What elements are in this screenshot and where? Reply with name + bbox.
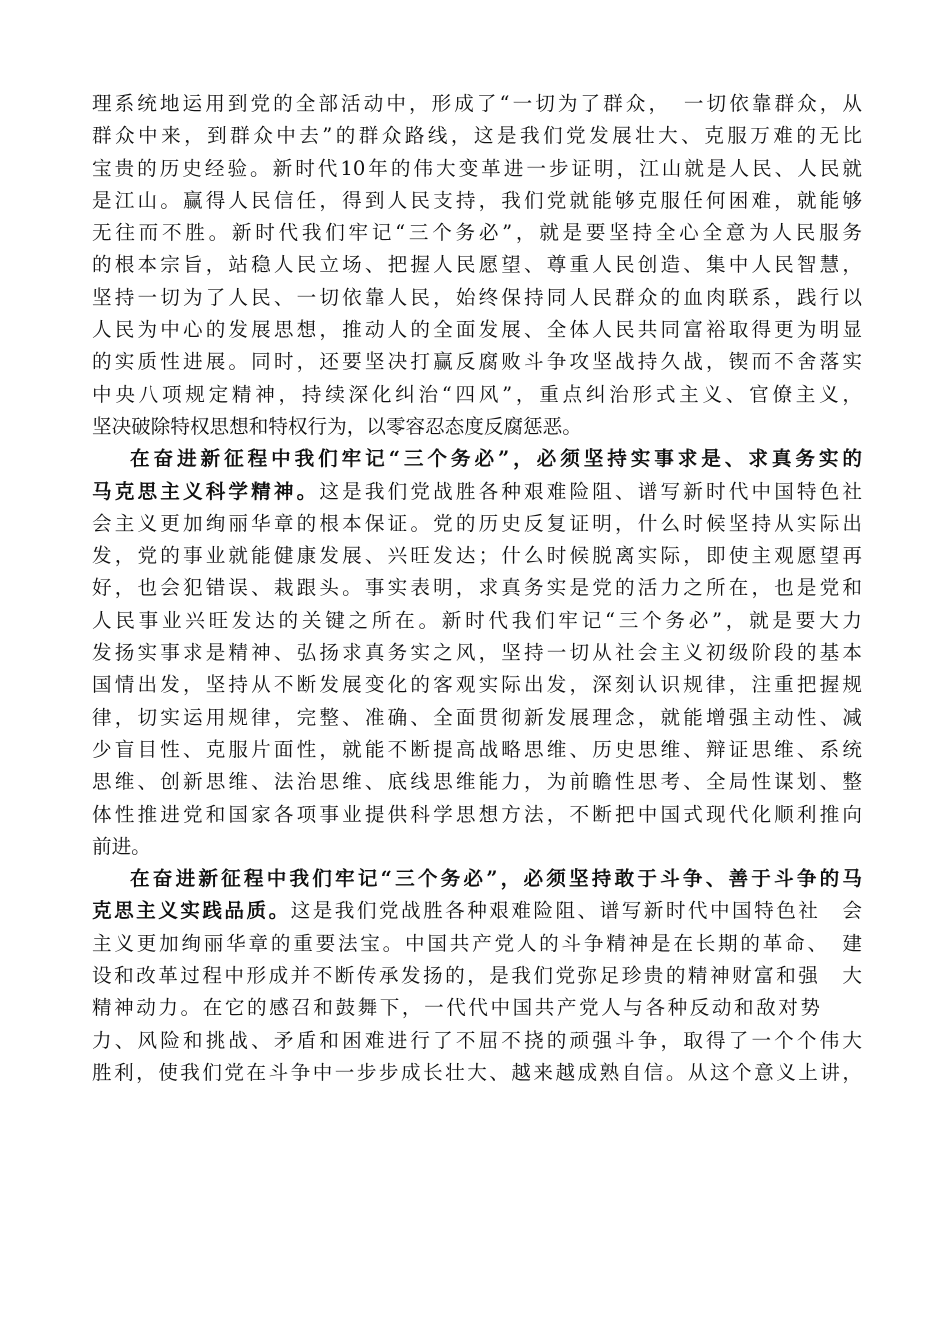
text-line: 中央八项规定精神，持续深化纠治“四风”，重点纠治形式主义、官僚主义， [92, 382, 862, 406]
text-span: 这是我们党战胜各种艰难险阻、谱写新时代中国特色社 [319, 479, 863, 503]
paragraph-heading-line: 在奋进新征程中我们牢记“三个务必”，必须坚持敢于斗争、善于斗争的马 [130, 867, 862, 891]
text-line: 坚决破除特权思想和特权行为，以零容忍态度反腐惩恶。 [92, 414, 582, 438]
text-line: 力、风险和挑战、矛盾和困难进行了不屈不挠的顽强斗争，取得了一个个伟大 [92, 1028, 862, 1052]
text-line: 思维、创新思维、法治思维、底线思维能力，为前瞻性思考、全局性谋划、整 [92, 770, 862, 794]
text-line [92, 476, 862, 508]
text-line: 前进。 [92, 834, 151, 858]
text-line: 人民事业兴旺发达的关键之所在。新时代我们牢记“三个务必”，就是要大力 [92, 608, 862, 632]
paragraph-daring-to-struggle [92, 863, 862, 1089]
text-line: 胜利，使我们党在斗争中一步步成长壮大、越来越成熟自信。从这个意义上讲， [92, 1060, 862, 1084]
paragraph-heading-end: 克思主义实践品质。 [92, 899, 291, 923]
text-line: 宝贵的历史经验。新时代10年的伟大变革进一步证明，江山就是人民、人民就 [92, 156, 862, 180]
text-line: 好，也会犯错误、栽跟头。事实表明，求真务实是党的活力之所在，也是党和 [92, 576, 862, 600]
text-line: 会主义更加绚丽华章的根本保证。党的历史反复证明，什么时候坚持从实际出 [92, 511, 862, 535]
text-line: 体性推进党和国家各项事业提供科学思想方法，不断把中国式现代化顺利推向 [92, 802, 862, 826]
text-line: 坚持一切为了人民、一切依靠人民，始终保持同人民群众的血肉联系，践行以 [92, 285, 862, 309]
paragraph-heading-line: 在奋进新征程中我们牢记“三个务必”，必须坚持实事求是、求真务实的 [130, 447, 862, 471]
text-line: 少盲目性、克服片面性，就能不断提高战略思维、历史思维、辩证思维、系统 [92, 737, 862, 761]
text-line: 设和改革过程中形成并不断传承发扬的，是我们党弥足珍贵的精神财富和强 大 [92, 964, 862, 988]
paragraph-heading-end: 马克思主义科学精神。 [92, 479, 320, 503]
paragraph-people-centered [92, 88, 862, 443]
text-line: 无往而不胜。新时代我们牢记“三个务必”，就是要坚持全心全意为人民服务 [92, 221, 862, 245]
text-line: 理系统地运用到党的全部活动中，形成了“一切为了群众， 一切依靠群众，从 [92, 92, 862, 115]
paragraph-seeking-truth [92, 443, 862, 863]
text-line: 的实质性进展。同时，还要坚决打赢反腐败斗争攻坚战持久战，锲而不舍落实 [92, 350, 862, 374]
text-line: 人民为中心的发展思想，推动人的全面发展、全体人民共同富裕取得更为明显 [92, 318, 862, 342]
text-line: 国情出发，坚持从不断发展变化的客观实际出发，深刻认识规律，注重把握规 [92, 673, 862, 697]
text-line: 律，切实运用规律，完整、准确、全面贯彻新发展理念，就能增强主动性、减 [92, 705, 862, 729]
text-line: 的根本宗旨，站稳人民立场、把握人民愿望、尊重人民创造、集中人民智慧， [92, 253, 862, 277]
text-span: 这是我们党战胜各种艰难险阻、谱写新时代中国特色社 会 [290, 899, 863, 923]
text-line [92, 895, 862, 927]
text-line: 发扬实事求是精神、弘扬求真务实之风，坚持一切从社会主义初级阶段的基本 [92, 641, 862, 665]
text-line: 群众中来，到群众中去”的群众路线，这是我们党发展壮大、克服万难的无比 [92, 124, 862, 148]
text-line: 主义更加绚丽华章的重要法宝。中国共产党人的斗争精神是在长期的革命、 建 [92, 931, 862, 955]
text-line: 发，党的事业就能健康发展、兴旺发达；什么时候脱离实际，即使主观愿望再 [92, 544, 862, 568]
text-line: 是江山。赢得人民信任，得到人民支持，我们党就能够克服任何困难，就能够 [92, 188, 862, 212]
document-body [92, 88, 862, 1089]
text-line: 精神动力。在它的感召和鼓舞下，一代代中国共产党人与各种反动和敌对势 [92, 996, 820, 1020]
